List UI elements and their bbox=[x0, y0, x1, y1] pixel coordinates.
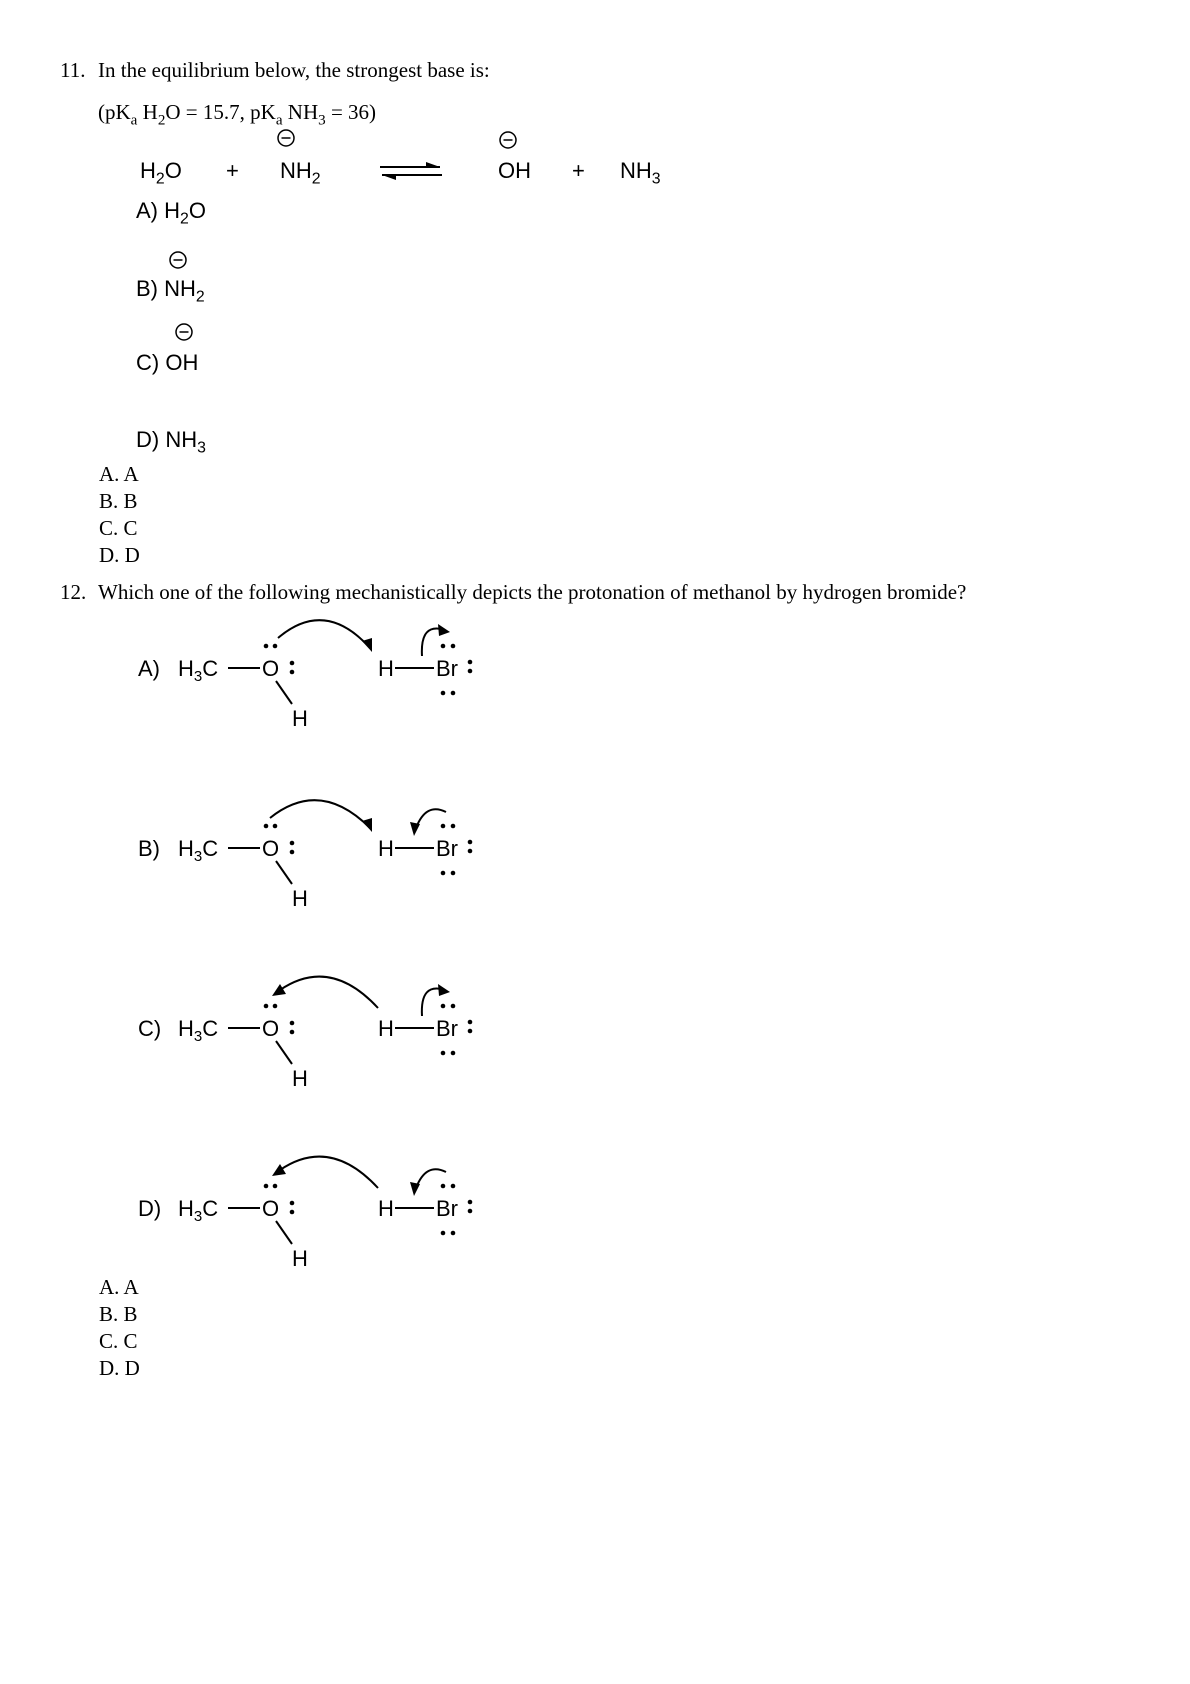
mech-h-methyl: H bbox=[292, 886, 308, 911]
q11-answer-c[interactable]: C. C bbox=[99, 516, 138, 540]
negative-charge-icon bbox=[168, 250, 188, 270]
mech-br: Br bbox=[436, 836, 458, 861]
q11-answer-a[interactable]: A. A bbox=[99, 462, 139, 486]
q11-pka-line: ($pK_a$ $H_2O = 15.7$, $pK_a$ $NH_3 = 36$) bbox=[98, 100, 377, 129]
mech-h3c: $H_3C$ bbox=[178, 1016, 219, 1045]
mech-h-hbr: H bbox=[378, 656, 394, 681]
mech-oxygen: O bbox=[262, 836, 280, 861]
eq-plus-1: + bbox=[226, 158, 239, 183]
mech-oxygen: O bbox=[262, 1016, 280, 1041]
q12-answer-b[interactable]: B. B bbox=[99, 1302, 138, 1326]
mech-br: Br bbox=[436, 656, 458, 681]
mech-h-hbr: H bbox=[378, 1196, 394, 1221]
mech-label: C) bbox=[138, 1016, 162, 1041]
curved-arrow-icon bbox=[270, 800, 370, 828]
curved-arrow-icon bbox=[280, 1157, 378, 1188]
mechanism-c bbox=[120, 968, 500, 1098]
q11-answer-b[interactable]: B. B bbox=[99, 489, 138, 513]
mechanism-d bbox=[120, 1148, 500, 1278]
q11-option-d: D) $NH_3$ bbox=[136, 427, 206, 457]
q12-answer-a[interactable]: A. A bbox=[99, 1275, 139, 1299]
q11-option-c: C) OH bbox=[136, 350, 199, 375]
q11-answer-choices bbox=[99, 461, 140, 569]
mechanism-b bbox=[120, 788, 500, 918]
eq-nh2: $NH_2$ bbox=[280, 158, 321, 188]
mech-h3c: $H_3C$ bbox=[178, 656, 219, 685]
eq-plus-2: + bbox=[572, 158, 585, 183]
curved-arrow-icon bbox=[278, 620, 370, 648]
mech-h-hbr: H bbox=[378, 836, 394, 861]
q11-question: In the equilibrium below, the strongest base is: bbox=[98, 58, 490, 82]
q11-option-b: B) $NH_2$ bbox=[136, 276, 205, 306]
q11-answer-d[interactable]: D. D bbox=[99, 543, 140, 567]
q12-answer-choices bbox=[99, 1274, 140, 1382]
mech-label: D) bbox=[138, 1196, 162, 1221]
q11-option-a: A) $H_2O$ bbox=[136, 198, 206, 228]
mechanism-a bbox=[120, 608, 500, 738]
mech-h-methyl: H bbox=[292, 706, 308, 731]
q12-number: 12. bbox=[60, 580, 87, 604]
eq-oh: OH bbox=[498, 158, 531, 183]
mech-br: Br bbox=[436, 1016, 458, 1041]
eq-nh3: $NH_3$ bbox=[620, 158, 661, 188]
mech-label: B) bbox=[138, 836, 160, 861]
mech-h-hbr: H bbox=[378, 1016, 394, 1041]
negative-charge-icon bbox=[498, 130, 518, 150]
eq-h2o: $H_2O$ bbox=[140, 158, 182, 188]
mech-h3c: $H_3C$ bbox=[178, 836, 219, 865]
equilibrium-arrow-icon bbox=[378, 160, 444, 182]
mech-h-methyl: H bbox=[292, 1066, 308, 1091]
negative-charge-icon bbox=[174, 322, 194, 342]
mech-label: A) bbox=[138, 656, 160, 681]
q12-answer-c[interactable]: C. C bbox=[99, 1329, 138, 1353]
mech-h-methyl: H bbox=[292, 1246, 308, 1271]
negative-charge-icon bbox=[276, 128, 296, 148]
mech-oxygen: O bbox=[262, 1196, 280, 1221]
q12-question: Which one of the following mechanistically depicts the protonation of methanol by hydrogen bromide? bbox=[98, 580, 967, 604]
mech-h3c: $H_3C$ bbox=[178, 1196, 219, 1225]
mech-oxygen: O bbox=[262, 656, 280, 681]
mech-br: Br bbox=[436, 1196, 458, 1221]
curved-arrow-icon bbox=[280, 977, 378, 1008]
q11-number: 11. bbox=[60, 58, 86, 82]
q12-answer-d[interactable]: D. D bbox=[99, 1356, 140, 1380]
